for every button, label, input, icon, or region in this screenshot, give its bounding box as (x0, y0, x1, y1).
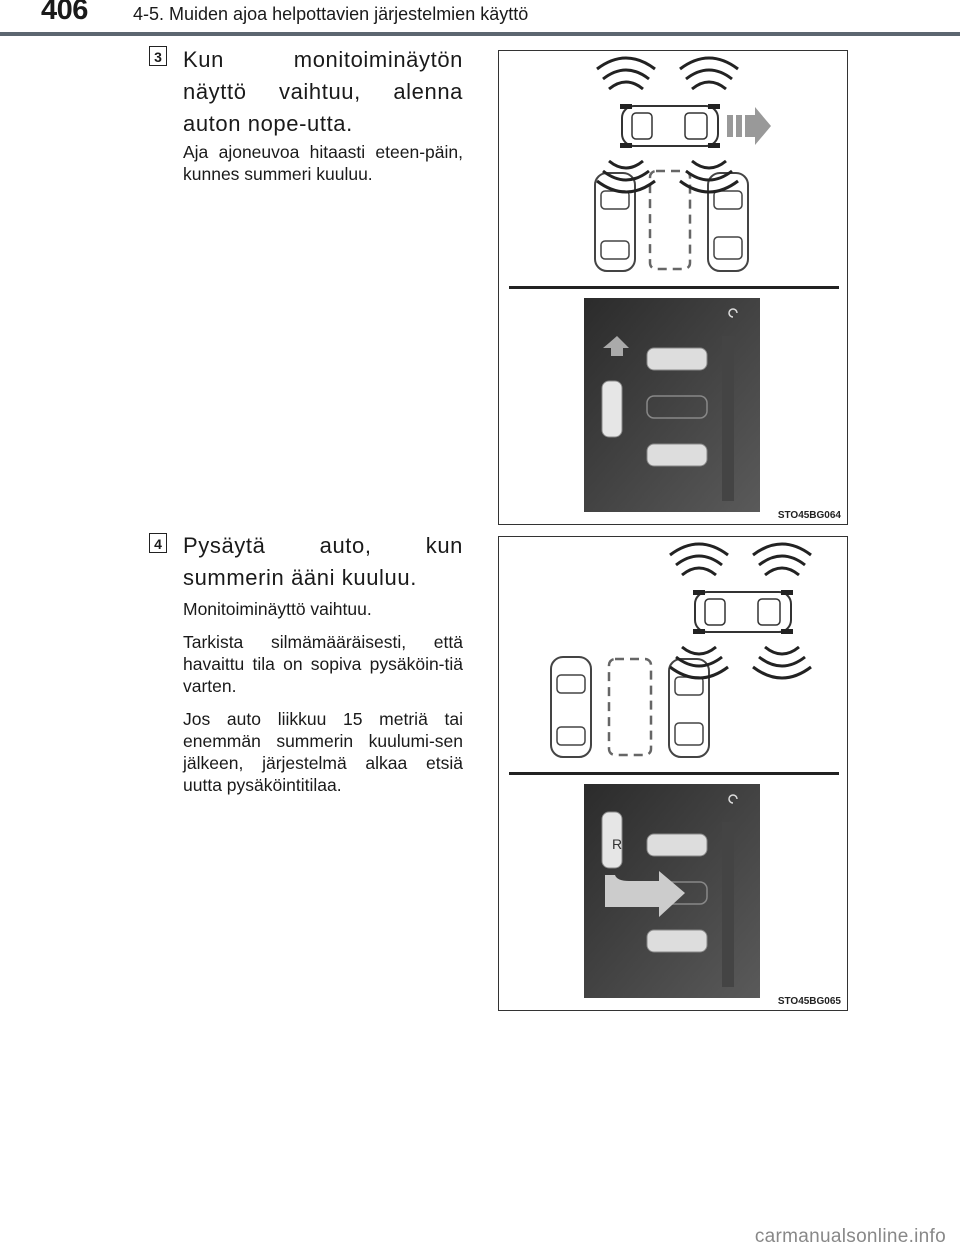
step-4-paragraph: Jos auto liikkuu 15 metriä tai enemmän summerin kuulumi-sen jälkeen, järjestelmä alkaa etsiä uutta pysäköintitilaa. (183, 709, 463, 795)
step-3-paragraph: Aja ajoneuvoa hitaasti eteen-päin, kunnes summeri kuuluu. (183, 142, 463, 184)
section-title: 4-5. Muiden ajoa helpottavien järjestelmien käyttö (133, 4, 529, 24)
step-3-heading: Kun monitoiminäytön näyttö vaihtuu, alenna auton nope-utta. (183, 47, 463, 136)
step-4-paragraph: Monitoiminäyttö vaihtuu. (183, 599, 372, 619)
page-number: 406 (41, 0, 88, 26)
step-3-number: 3 (149, 46, 167, 66)
watermark: carmanualsonline.info (754, 1226, 946, 1247)
gear-indicator-label: R (612, 836, 623, 852)
step-3-figure-code: STO45BG064 (777, 510, 841, 521)
page-header (0, 0, 960, 40)
step-4-paragraph: Tarkista silmämääräisesti, että havaittu tila on sopiva pysäköin-tiä varten. (183, 632, 463, 696)
step-4-heading: Pysäytä auto, kun summerin ääni kuuluu. (183, 533, 463, 590)
step-4-figure (498, 536, 848, 1011)
step-4-body (183, 598, 463, 807)
step-3-body (183, 141, 463, 196)
step-3-figure (498, 50, 848, 525)
parking-diagram-illustration (499, 51, 847, 524)
step-4-number: 4 (149, 533, 167, 553)
header-rule (0, 32, 960, 36)
step-4-figure-code: STO45BG065 (777, 996, 841, 1007)
parking-diagram-illustration (499, 537, 847, 1010)
